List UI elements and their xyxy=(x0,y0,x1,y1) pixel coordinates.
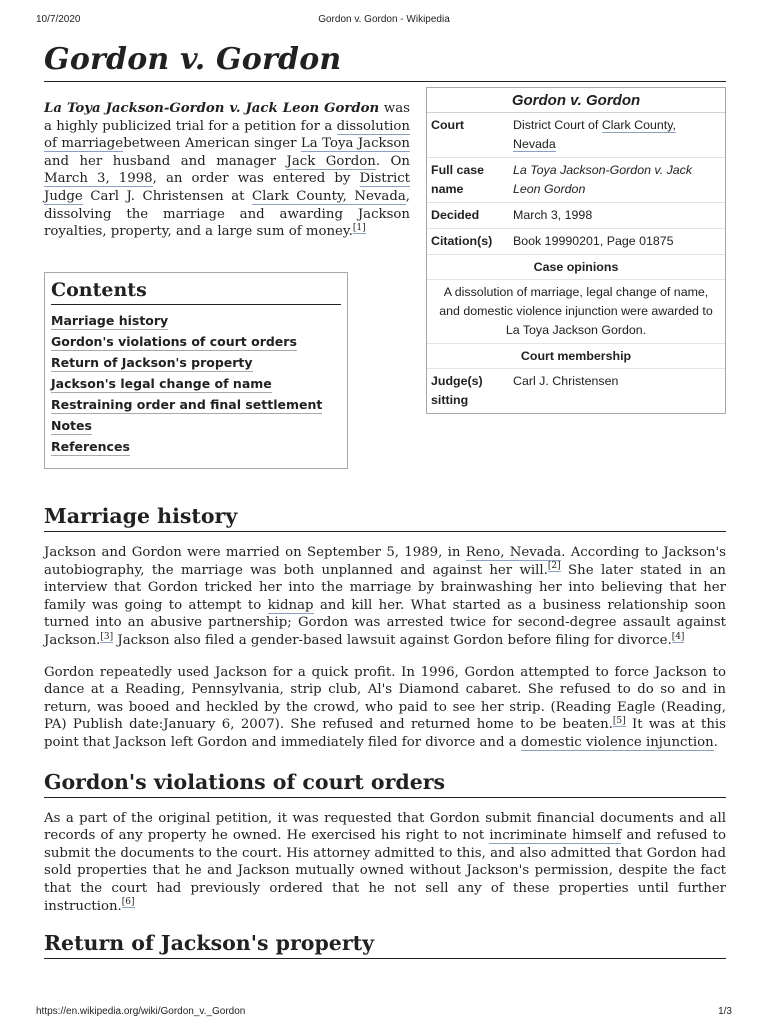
link-incriminate-himself[interactable]: incriminate himself xyxy=(489,828,622,844)
infobox-title: Gordon v. Gordon xyxy=(427,88,725,113)
infobox-court-membership-header: Court membership xyxy=(427,344,725,369)
infobox-row-decided: Decided March 3, 1998 xyxy=(427,203,725,229)
heading-marriage-history: Marriage history xyxy=(44,504,726,532)
ref-6[interactable]: [6] xyxy=(121,897,135,908)
violations-paragraph: As a part of the original petition, it was requested that Gordon submit financial documents and all records of any property he owned. He exercised his right to not incriminate himself and refused to submit the documents to the court. His attorney admitted to this, and also admitted that Gordon had sold properties that he and Jackson mutually owned without Jackson's permission, despite the fact that the court had previously ordered that he not sell any of these properties until further instruction.[6] xyxy=(44,810,727,914)
print-page-number: 1/3 xyxy=(718,1006,732,1017)
ref-4[interactable]: [4] xyxy=(671,631,685,642)
link-la-toya-jackson[interactable]: La Toya Jackson xyxy=(300,136,410,152)
toc-title: Contents xyxy=(51,279,341,305)
toc-item-marriage-history[interactable]: Marriage history xyxy=(51,313,169,328)
lead-section xyxy=(44,92,726,492)
lead-case-name: La Toya Jackson-Gordon v. Jack Leon Gordon xyxy=(44,101,380,116)
infobox-row-full-case-name: Full case name La Toya Jackson-Gordon v. Jack Leon Gordon xyxy=(427,158,725,203)
infobox xyxy=(426,87,726,414)
table-of-contents xyxy=(44,272,348,469)
link-reno-nevada[interactable]: Reno, Nevada xyxy=(465,545,562,560)
section-return-of-property xyxy=(44,931,726,959)
toc-list xyxy=(51,313,341,454)
toc-item-name-change[interactable]: Jackson's legal change of name xyxy=(51,376,272,391)
toc-item-notes[interactable]: Notes xyxy=(51,418,92,433)
ref-3[interactable]: [3] xyxy=(100,631,114,642)
ref-5[interactable]: [5] xyxy=(612,715,626,726)
infobox-link-clark-county[interactable]: Clark County, Nevada xyxy=(513,118,676,151)
link-clark-county-nevada[interactable]: Clark County, Nevada xyxy=(252,188,406,204)
section-court-violations xyxy=(44,770,726,916)
print-date: 10/7/2020 xyxy=(36,14,81,25)
heading-return-of-property: Return of Jackson's property xyxy=(44,931,726,959)
link-domestic-violence-injunction[interactable]: domestic violence injunction xyxy=(520,734,714,750)
link-kidnap[interactable]: kidnap xyxy=(267,597,314,613)
infobox-row-judges: Judge(s) sitting Carl J. Christensen xyxy=(431,374,619,407)
infobox-row-court: Court District Court of Clark County, Nevada xyxy=(427,113,725,158)
toc-item-court-violations[interactable]: Gordon's violations of court orders xyxy=(51,334,297,349)
ref-2[interactable]: [2] xyxy=(547,561,561,572)
link-dissolution-of-marriage[interactable]: dissolution of marriage xyxy=(44,118,410,152)
toc-item-restraining-order[interactable]: Restraining order and final settlement xyxy=(51,397,323,412)
infobox-row-citation: Citation(s) Book 19990201, Page 01875 xyxy=(427,229,725,255)
link-jack-gordon[interactable]: Jack Gordon xyxy=(286,153,376,169)
article-content xyxy=(44,40,726,959)
article-title: Gordon v. Gordon xyxy=(44,40,726,82)
toc-item-references[interactable]: References xyxy=(51,439,130,454)
infobox-case-opinions-text: A dissolution of marriage, legal change of name, and domestic violence injunction were awarded to La Toya Jackson Gordon. xyxy=(427,280,725,344)
heading-court-violations: Gordon's violations of court orders xyxy=(44,770,726,798)
toc-item-return-of-property[interactable]: Return of Jackson's property xyxy=(51,355,253,370)
lead-paragraph: La Toya Jackson-Gordon v. Jack Leon Gordon was a highly publicized trial for a petition for a dissolution of marriagebetween American singer La Toya Jackson and her husband and manager Jack Gordon. On March 3, 1998, an order was entered by District Judge Carl J. Christensen at Clark County, Nevada, dissolving the marriage and awarding Jackson royalties, property, and a large sum of money.[1] xyxy=(44,101,411,240)
section-marriage-history xyxy=(44,504,726,752)
print-page-title: Gordon v. Gordon - Wikipedia xyxy=(318,14,450,25)
marriage-paragraph-1: Jackson and Gordon were married on September 5, 1989, in Reno, Nevada. According to Jackson's autobiography, the marriage was both unplanned and against her will.[2] She later stated in an interview that Gordon tricked her into the marriage by brainwashing her into believing that her family was going to attempt to kidnap and kill her. What started as a business relationship soon turned into an abusive partnership; Gordon was arrested twice for second-degree assault against Jackson.[3] Jackson also filed a gender-based lawsuit against Gordon before filing for divorce.[4] xyxy=(44,545,726,648)
ref-1[interactable]: [1] xyxy=(352,222,366,233)
link-district-judge[interactable]: District Judge xyxy=(44,171,411,204)
infobox-case-opinions-header: Case opinions xyxy=(427,255,725,280)
link-march-3-1998[interactable]: March 3, 1998 xyxy=(44,171,153,187)
marriage-paragraph-2: Gordon repeatedly used Jackson for a quick profit. In 1996, Gordon attempted to force Jackson to dance at a Reading, Pennsylvania, strip club, Al's Diamond cabaret. She refused to do so and in return, was booed and heckled by the crowd, who paid to see her strip. (Reading Eagle (Reading, PA) Publish date:January 6, 2007). She refused and returned home to be beaten.[5] It was at this point that Jackson left Gordon and immediately filed for divorce and a domestic violence injunction. xyxy=(44,664,727,750)
print-url: https://en.wikipedia.org/wiki/Gordon_v._Gordon xyxy=(36,1006,246,1017)
